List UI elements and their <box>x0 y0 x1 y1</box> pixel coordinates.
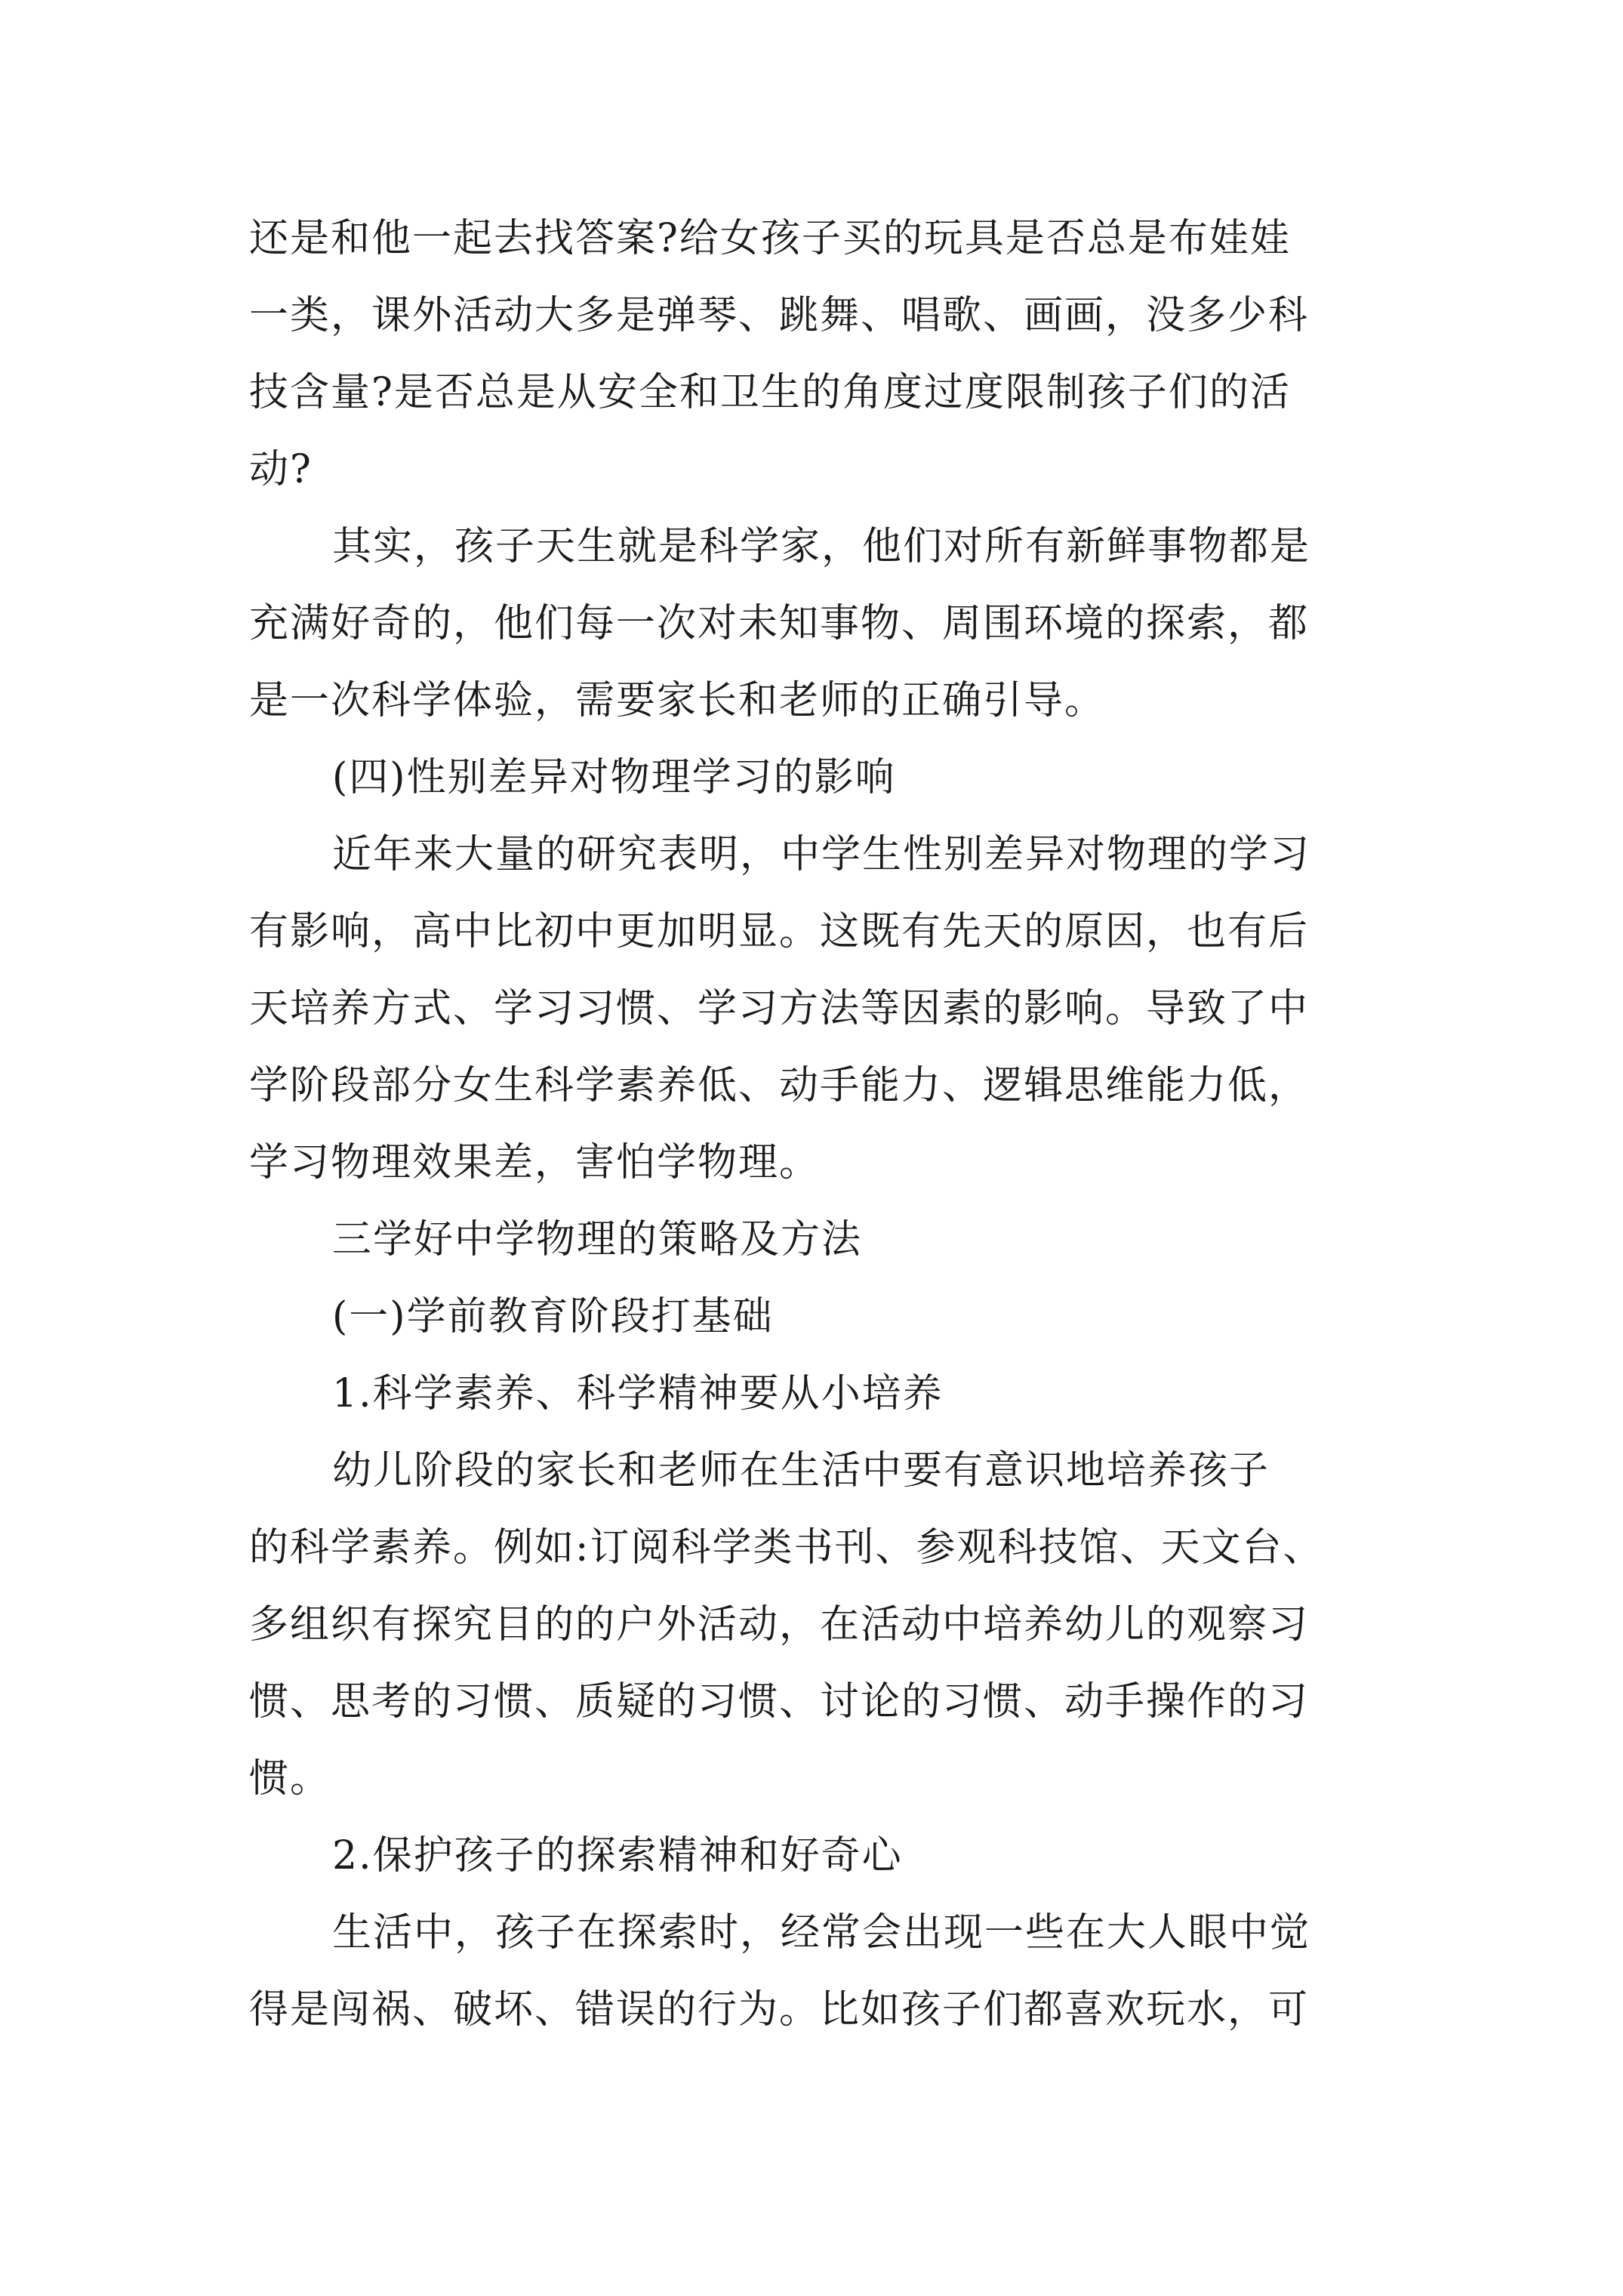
text-line: 技含量?是否总是从安全和卫生的角度过度限制孩子们的活 <box>249 370 1291 415</box>
text-line: 学阶段部分女生科学素养低、动手能力、逻辑思维能力低， <box>249 1063 1310 1108</box>
text-line: 惯、思考的习惯、质疑的习惯、讨论的习惯、动手操作的习 <box>249 1679 1310 1724</box>
text-line: 惯。 <box>249 1756 331 1801</box>
text-line: 得是闯祸、破坏、错误的行为。比如孩子们都喜欢玩水，可 <box>249 1987 1310 2032</box>
text-line: 生活中，孩子在探索时，经常会出现一些在大人眼中觉 <box>332 1910 1311 1955</box>
text-line: 天培养方式、学习习惯、学习方法等因素的影响。导致了中 <box>249 986 1310 1031</box>
text-line: 一类，课外活动大多是弹琴、跳舞、唱歌、画画，没多少科 <box>249 293 1310 338</box>
text-line: 还是和他一起去找答案?给女孩子买的玩具是否总是布娃娃 <box>249 216 1291 261</box>
text-line: 有影响，高中比初中更加明显。这既有先天的原因，也有后 <box>249 909 1310 954</box>
text-line: 其实，孩子天生就是科学家，他们对所有新鲜事物都是 <box>332 524 1311 569</box>
section-heading: (四)性别差异对物理学习的影响 <box>332 755 896 800</box>
section-heading: (一)学前教育阶段打基础 <box>332 1294 774 1339</box>
section-heading: 2.保护孩子的探索精神和好奇心 <box>332 1833 903 1878</box>
section-heading: 三学好中学物理的策略及方法 <box>332 1217 863 1262</box>
text-line: 的科学素养。例如:订阅科学类书刊、参观科技馆、天文台、 <box>249 1525 1324 1570</box>
text-line: 近年来大量的研究表明，中学生性别差异对物理的学习 <box>332 832 1311 877</box>
text-line: 多组织有探究目的的户外活动，在活动中培养幼儿的观察习 <box>249 1602 1310 1647</box>
text-line: 是一次科学体验，需要家长和老师的正确引导。 <box>249 678 1106 723</box>
text-line: 学习物理效果差，害怕学物理。 <box>249 1140 821 1185</box>
text-line: 动? <box>249 447 313 492</box>
text-line: 幼儿阶段的家长和老师在生活中要有意识地培养孩子 <box>332 1448 1270 1493</box>
text-line: 充满好奇的，他们每一次对未知事物、周围环境的探索，都 <box>249 601 1310 646</box>
section-heading: 1.科学素养、科学精神要从小培养 <box>332 1371 944 1416</box>
